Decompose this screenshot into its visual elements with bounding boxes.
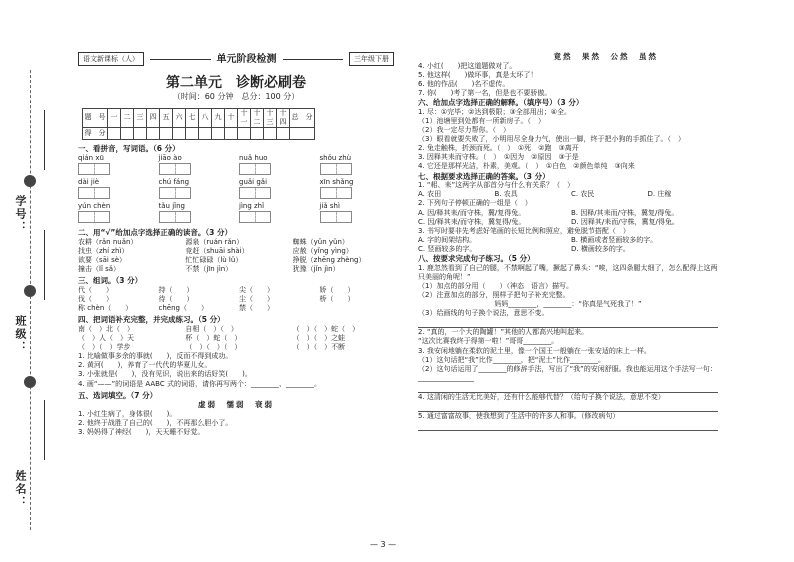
page-subtitle: （时间：60 分钟 总分：100 分）: [172, 92, 300, 102]
answer-box[interactable]: [320, 211, 352, 223]
name-label: 姓名：: [14, 470, 27, 509]
section-8-title: 八、按要求完成句子练习。（5 分）: [418, 254, 535, 264]
section-7-title: 七、根据要求选择正确的答案。（3 分）: [418, 171, 550, 181]
score-input[interactable]: [108, 127, 121, 139]
pinyin: jiǎ shì: [319, 201, 340, 210]
question: 1. 鹿忽然看到了自己的腿，不禁啊起了嘴，撅起了鼻头：“唉，这四条腿太细了，怎么配得上这两只美丽的角呢！”: [418, 263, 718, 281]
answer-line[interactable]: [418, 318, 718, 328]
answer-box[interactable]: [239, 163, 271, 175]
score-cell: 十一: [238, 108, 251, 127]
word-group[interactable]: 称 chèn（ ）: [78, 304, 133, 313]
pinyin: qián xū: [78, 153, 104, 162]
word-group[interactable]: 尖（ ）: [239, 285, 274, 294]
question: 3. 我安闲地躺在柔软的泥土里，像一个国王一般躺在一张安适的床上一样。: [418, 346, 651, 355]
answer-box[interactable]: [239, 187, 271, 199]
option[interactable]: C. 农民: [571, 190, 595, 199]
header-center: 单元阶段检测: [216, 53, 277, 65]
pinyin: shǒu zhù: [319, 153, 352, 162]
question: 4. 画“——”的词语是 AABC 式的词语，请你再写两个：________、________。: [78, 379, 321, 388]
section-4-title: 四、把词语补充完整，并完成练习。（5 分）: [78, 315, 225, 325]
answer-line[interactable]: [418, 402, 718, 412]
option[interactable]: C. 竖画较多的字。: [418, 244, 477, 253]
score-cell: 五: [160, 108, 173, 127]
score-cell: 十三: [264, 108, 277, 127]
question: （3）给画线的句子换个说法，意思不变。: [418, 309, 549, 318]
word-group[interactable]: 禁（ ）: [239, 304, 274, 313]
answer-box[interactable]: [159, 187, 191, 199]
option[interactable]: A. 字的间架结构。: [418, 235, 477, 244]
answer-box[interactable]: [159, 163, 191, 175]
answer-box[interactable]: [239, 211, 271, 223]
question: （2）我一定尽力帮你。（ ）: [418, 126, 510, 135]
idiom-grid: [78, 325, 394, 352]
question: 4. 小红( )把这道题做对了。: [418, 61, 517, 70]
word-group[interactable]: 尘（ ）: [239, 295, 274, 304]
question: 2. 兔走触株，折颈而死。（ ） ①死 ②跑 ③离开: [418, 144, 579, 153]
score-row-label: 得 分: [83, 127, 108, 139]
score-cell: 题 号: [83, 108, 108, 127]
idiom-item[interactable]: 杯（ ）蛇（ ）: [185, 334, 242, 343]
score-cell: 二: [121, 108, 134, 127]
score-input[interactable]: [199, 127, 212, 139]
score-cell: 七: [186, 108, 199, 127]
reading-item[interactable]: 竞赶（shuāi shài）: [185, 246, 249, 255]
section-3-title: 三、组词。（3 分）: [78, 276, 143, 286]
score-input[interactable]: [134, 127, 147, 139]
section-2-title: 二、用“√”给加点字选择正确的读音。（3 分）: [78, 228, 232, 238]
question: 4. 它还是那样光洁，朴素，美观。（ ） ①白色 ②颜色单纯 ③向来: [418, 162, 635, 171]
score-input[interactable]: [147, 127, 160, 139]
reading-grid: [78, 238, 394, 274]
subject-badge: 语文新课标（人）: [78, 52, 144, 66]
grade-badge: 三年级下册: [349, 52, 394, 66]
pinyin-grid: [78, 154, 394, 227]
question: 4. 这清闲的生活无比美好，还有什么能够代替？（给句子换个说法，意思不变）: [418, 392, 665, 401]
pinyin: dài jiè: [78, 177, 100, 186]
question: 2. “真的，一个大的陶罐！”其他的人都高兴地叫起来。: [418, 328, 589, 337]
answer-box[interactable]: [159, 211, 191, 223]
question: （1）加点的部分用（ ）（神态 语言）描写。: [418, 281, 573, 290]
word-group[interactable]: chēng（ ）: [158, 304, 208, 313]
score-cell: 六: [173, 108, 186, 127]
score-header-row: [83, 108, 315, 127]
score-cell: 十: [225, 108, 238, 127]
option[interactable]: A. 因/释其耒/而守株，冀/复得兔。: [418, 208, 526, 217]
score-cell: 十二: [251, 108, 264, 127]
question: 1. 小红生病了，身体很( )。: [78, 410, 177, 419]
score-cell: 八: [199, 108, 212, 127]
word-group[interactable]: 娇（ ）: [319, 285, 355, 294]
reading-item[interactable]: 蜘蛛（yǔn yǔn）: [292, 237, 349, 246]
score-cell: 总 分: [290, 108, 315, 127]
idiom-item[interactable]: （ ）（ ）蛇（ ）: [292, 324, 360, 333]
binding-hole: [24, 285, 36, 297]
word-group[interactable]: 伐（ ）: [78, 295, 113, 304]
reading-item[interactable]: 不禁（jīn jìn）: [185, 265, 233, 274]
option[interactable]: D. 横画较多的字。: [571, 244, 630, 253]
question: 7. 你( )考了第一名，但是也不要骄傲。: [418, 89, 552, 98]
answer-box[interactable]: [78, 163, 110, 175]
score-input[interactable]: [186, 127, 199, 139]
question: （3）眼看就要失败了，小明用尽全身力气，使出一脚，终于把小狗的手抓住了。（ ）: [418, 135, 685, 144]
reading-item[interactable]: 欲要（sāi sè）: [78, 256, 127, 265]
question: （2）这句话运用了________的修辞手法，写出了“我”的安闲舒服。我也能运用这个手法写一句：________________: [418, 364, 717, 382]
page-title: 第二单元 诊断必刷卷: [166, 75, 306, 91]
question: 2. 下列句子停顿正确的一组是（ ）: [418, 199, 532, 208]
word-group[interactable]: 持（ ）: [158, 285, 194, 294]
score-input[interactable]: [160, 127, 173, 139]
word-group-grid: [78, 286, 394, 313]
score-input[interactable]: [225, 127, 238, 139]
question: 1. 尽：①完毕；②达到极限；③全部用出；④全。: [418, 107, 572, 116]
question: 5. 通过富富故事，使我想到了生活中的许多人和事。（修改病句）: [418, 412, 620, 420]
left-column: [78, 52, 394, 437]
word-group[interactable]: 代（ ）: [78, 285, 113, 294]
question: 5. 他这样( )做坏事，真是太坏了！: [418, 70, 538, 79]
section-1-title: 一、看拼音，写词语。（6 分）: [78, 143, 180, 153]
options: [418, 209, 718, 227]
score-cell: 四: [147, 108, 160, 127]
section-6-title: 六、给加点字选择正确的解释。（填序号）（3 分）: [418, 98, 584, 108]
reading-item[interactable]: 应赦（yǐng yìng）: [292, 246, 353, 255]
question: （2）注意加点的部分，照样子把句子补充完整。: [418, 291, 570, 300]
question: 3. 书写时要非先考虑好笔画的长短比例和照应，避免脱节搭配（ ）: [418, 226, 630, 235]
score-cell: 九: [212, 108, 225, 127]
score-cell: 三: [134, 108, 147, 127]
score-input[interactable]: [212, 127, 225, 139]
question: “这次比赛我终于得第一啦！”哥哥________。: [418, 337, 559, 346]
pinyin: chú fáng: [158, 177, 190, 186]
options: [418, 236, 718, 254]
section-5-title: 五、选词填空。（7 分）: [78, 390, 158, 400]
question: 3. 小张就是( )，没有见识，说出来的话好笑( )。: [78, 370, 252, 379]
question: （1）池塘里到处都有一所新房子。（ ）: [418, 116, 545, 125]
idiom-item[interactable]: （ ）（ ）之蛙: [292, 334, 346, 343]
class-blank[interactable]: [44, 230, 46, 300]
score-table: [82, 108, 315, 140]
pinyin: jiāo ào: [158, 153, 182, 162]
word-bank: 虚弱 懦弱 衰弱: [198, 400, 274, 410]
score-input[interactable]: [121, 127, 134, 139]
question: 3. 妈妈得了神经( )，天天睡不好觉。: [78, 428, 205, 437]
score-cell: 十四: [277, 108, 290, 127]
right-column: [418, 52, 718, 431]
answer-box[interactable]: [78, 187, 110, 199]
pinyin: nuǎ huo: [239, 153, 268, 162]
page-number: — 3 —: [370, 540, 397, 549]
pinyin: yún chèn: [78, 201, 111, 210]
reading-item[interactable]: 犹豫（jǐn jìn）: [292, 265, 340, 274]
reading-item[interactable]: 挣脱（zhēng zhèng）: [292, 256, 366, 265]
binding-hole: [24, 376, 36, 388]
reading-item[interactable]: 农耕（rǎn nuǎn）: [78, 237, 138, 246]
score-input[interactable]: [290, 127, 315, 139]
score-input[interactable]: [251, 127, 264, 139]
pinyin: xīn shǎng: [319, 177, 354, 186]
idiom-item[interactable]: （ ）（ ）学步: [78, 343, 131, 352]
question: 2. 黄河( )，养育了一代代的华夏儿女。: [78, 361, 212, 370]
option[interactable]: D. 因释其/耒而/守株，冀复/得兔。: [571, 217, 679, 226]
word-group[interactable]: 待（ ）: [158, 295, 194, 304]
question: 3. 因释其耒而守株。（ ） ①因为 ②原因 ③于是: [418, 153, 579, 162]
option[interactable]: B. 横画或者竖画较多的字。: [571, 235, 658, 244]
answer-box[interactable]: [320, 163, 352, 175]
score-input[interactable]: [173, 127, 186, 139]
word-group[interactable]: 桥（ ）: [319, 295, 355, 304]
binding-hole: [24, 175, 36, 187]
question: 1. 比喻做事多余的事就( )，反而不得到成功。: [78, 352, 233, 361]
question: 2. 他终于战胜了自己的( )，不再那么胆小了。: [78, 419, 233, 428]
option[interactable]: B. 因释/其耒而/守株，冀复/得兔。: [571, 208, 679, 217]
option[interactable]: C. 因/释其耒/而守株，冀复得/兔。: [418, 217, 526, 226]
idiom-item[interactable]: 南（ ）北（ ）: [78, 324, 134, 333]
class-label: 班级：: [14, 315, 27, 354]
word-bank: 竟然 果然 公然 虽然: [553, 52, 658, 61]
pinyin: guǎi gǎi: [239, 177, 268, 186]
idiom-item[interactable]: （ ）（ ）不断: [292, 343, 346, 352]
question: 妈妈________，________：“你真是气死我了！”: [494, 300, 642, 309]
score-value-row: [83, 127, 315, 139]
reading-item[interactable]: 忙忙碌碌（lù lǔ）: [185, 256, 243, 265]
idiom-item[interactable]: （ ）人（ ）天: [78, 334, 134, 343]
answer-line[interactable]: [418, 383, 718, 393]
reading-item[interactable]: 源泉（ruán rǎn）: [185, 237, 244, 246]
score-input[interactable]: [277, 127, 290, 139]
score-cell: 一: [108, 108, 121, 127]
pinyin: jìng zhǐ: [239, 201, 265, 210]
name-blank[interactable]: [44, 400, 46, 460]
option[interactable]: D. 庄稼: [647, 190, 672, 199]
option[interactable]: B. 农具: [494, 190, 518, 199]
pinyin: tǎu jǐng: [158, 201, 185, 210]
idiom-item[interactable]: 自相（ ）（ ）: [185, 324, 238, 333]
number-label: 学号：: [14, 195, 27, 234]
score-input[interactable]: [238, 127, 251, 139]
question: 1. “耜、耒”这两字从部首分与什么有关系？（ ）: [418, 181, 575, 190]
answer-line[interactable]: [418, 421, 718, 431]
answer-box[interactable]: [78, 211, 110, 223]
reading-item[interactable]: 撞击（lǐ sǎ）: [78, 265, 121, 274]
question: （1）这句话把“我”比作________，把“泥土”比作________。: [418, 355, 605, 364]
answer-box[interactable]: [320, 187, 352, 199]
number-blank[interactable]: [44, 110, 46, 170]
score-input[interactable]: [264, 127, 277, 139]
idiom-item[interactable]: （ ）（ ）（ ）: [185, 343, 242, 352]
cut-line: [30, 70, 32, 530]
reading-item[interactable]: 找虫（zhí zhì）: [78, 246, 129, 255]
option[interactable]: A. 农田: [418, 190, 442, 199]
binding-strip: [0, 0, 66, 562]
question: 6. 他的作品( )名不虚传。: [418, 79, 510, 88]
